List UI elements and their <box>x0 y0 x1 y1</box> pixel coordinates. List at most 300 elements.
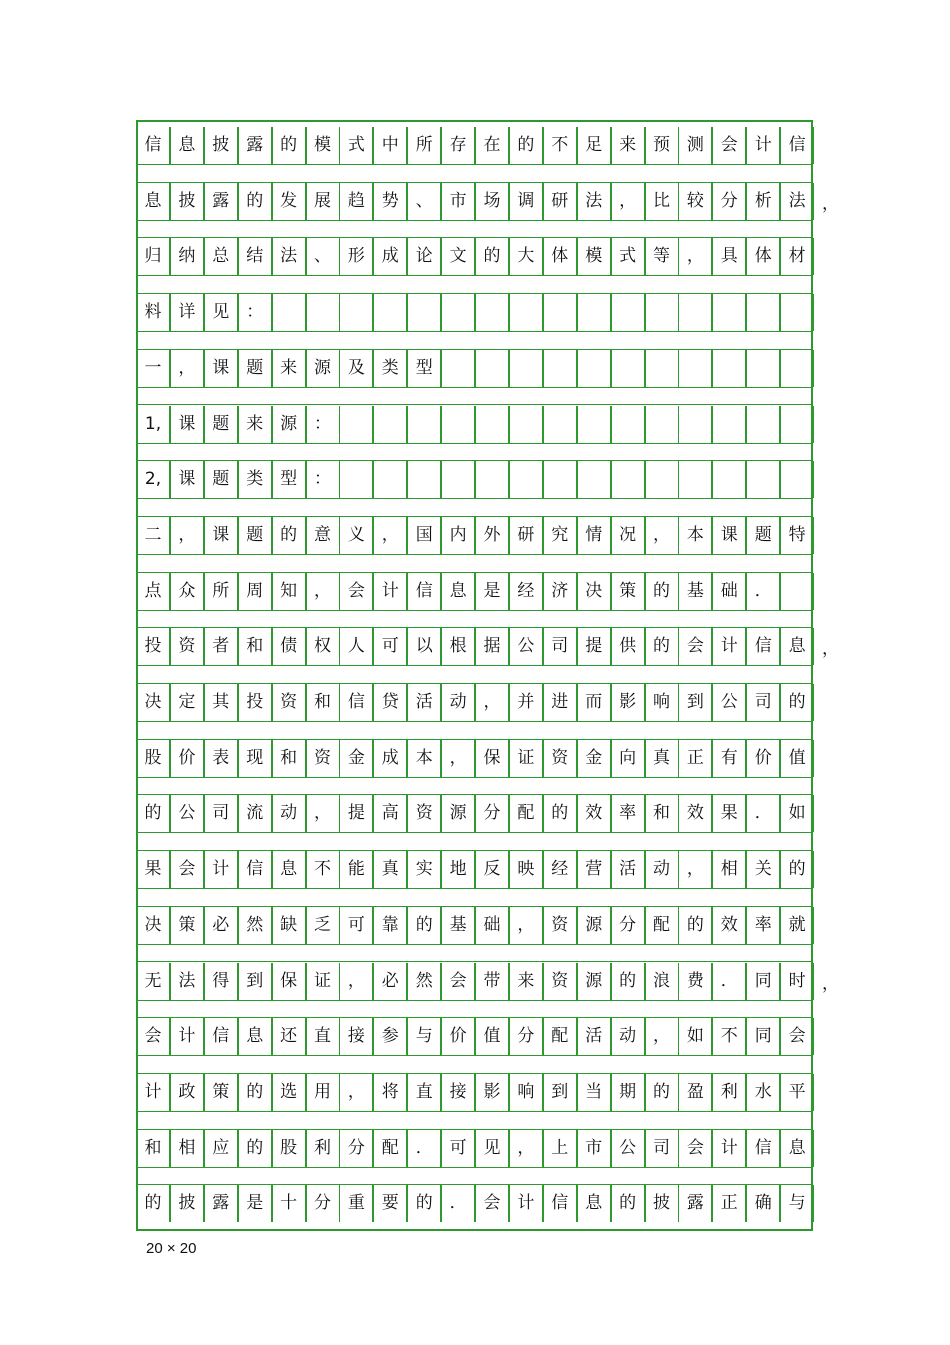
grid-cell: 公 <box>509 628 543 665</box>
grid-cell: 比 <box>645 183 679 220</box>
grid-cell: 而 <box>577 684 611 721</box>
grid-cell: 来 <box>238 406 272 443</box>
grid-cell <box>475 350 509 387</box>
grid-cell: 真 <box>645 740 679 777</box>
grid-cell: 将 <box>373 1074 407 1111</box>
grid-cell: 息 <box>780 1130 814 1167</box>
grid-cell: 供 <box>611 628 645 665</box>
grid-cell: 资 <box>543 740 577 777</box>
grid-cell: 信 <box>746 628 780 665</box>
grid-cell: 活 <box>407 684 441 721</box>
grid-cell: 影 <box>475 1074 509 1111</box>
grid-cell: 向 <box>611 740 645 777</box>
grid-cell: 正 <box>712 1185 746 1222</box>
grid-cell: 参 <box>373 1018 407 1055</box>
grid-cell: 策 <box>611 573 645 610</box>
grid-row-gap <box>136 443 813 462</box>
grid-cell: 文 <box>441 238 475 275</box>
grid-cell: 的 <box>407 1185 441 1222</box>
grid-cell <box>441 294 475 331</box>
grid-cell: 发 <box>272 183 306 220</box>
grid-cell <box>678 350 712 387</box>
grid-cell: 然 <box>407 963 441 1000</box>
grid-cell <box>543 406 577 443</box>
grid-cell: 不 <box>306 851 340 888</box>
grid-cell <box>509 461 543 498</box>
grid-cell: 与 <box>407 1018 441 1055</box>
grid-cell: 盈 <box>678 1074 712 1111</box>
grid-cell: 到 <box>543 1074 577 1111</box>
grid-row-gap <box>136 1055 813 1074</box>
grid-row-gap <box>136 1111 813 1130</box>
grid-cell: ． <box>746 573 780 610</box>
grid-cell: ， <box>306 573 340 610</box>
grid-cell: 计 <box>509 1185 543 1222</box>
grid-cell: 意 <box>306 517 340 554</box>
grid-cell: 情 <box>577 517 611 554</box>
grid-row-gap <box>136 220 813 239</box>
grid-cell: 同 <box>746 1018 780 1055</box>
grid-cell: 结 <box>238 238 272 275</box>
grid-cell <box>407 461 441 498</box>
grid-cell: 人 <box>339 628 373 665</box>
grid-cell <box>373 461 407 498</box>
grid-cell: 一 <box>136 350 170 387</box>
grid-cell: 和 <box>645 795 679 832</box>
grid-row-gap <box>136 888 813 907</box>
grid-cell <box>407 406 441 443</box>
grid-cell: ， <box>170 517 204 554</box>
grid-cell: 决 <box>136 907 170 944</box>
grid-cell: 息 <box>780 628 814 665</box>
grid-cell <box>339 294 373 331</box>
grid-cell: 的 <box>272 517 306 554</box>
grid-cell: 映 <box>509 851 543 888</box>
grid-cell: 保 <box>475 740 509 777</box>
grid-cell: 动 <box>611 1018 645 1055</box>
grid-cell: 还 <box>272 1018 306 1055</box>
grid-cell: 十 <box>272 1185 306 1222</box>
grid-cell: 策 <box>204 1074 238 1111</box>
grid-cell: 源 <box>306 350 340 387</box>
grid-cell: 类 <box>238 461 272 498</box>
grid-cell: 就 <box>780 907 814 944</box>
grid-cell: 实 <box>407 851 441 888</box>
grid-cell <box>577 406 611 443</box>
grid-cell: 不 <box>543 127 577 164</box>
grid-cell: 会 <box>441 963 475 1000</box>
grid-cell: 配 <box>373 1130 407 1167</box>
grid-row-gap <box>136 331 813 350</box>
grid-cell: 法 <box>780 183 814 220</box>
grid-cell: 相 <box>170 1130 204 1167</box>
grid-cell: ， <box>441 740 475 777</box>
grid-row-gap <box>136 777 813 796</box>
grid-cell: 分 <box>475 795 509 832</box>
grid-cell: 信 <box>136 127 170 164</box>
grid-cell: 相 <box>712 851 746 888</box>
grid-cell: 趋 <box>339 183 373 220</box>
grid-cell: 调 <box>509 183 543 220</box>
grid-cell: 信 <box>204 1018 238 1055</box>
grid-row-gap <box>136 275 813 294</box>
grid-cell: 所 <box>407 127 441 164</box>
grid-cell: ， <box>509 1130 543 1167</box>
grid-cell: 式 <box>339 127 373 164</box>
grid-cell: 证 <box>509 740 543 777</box>
grid-cell: 的 <box>509 127 543 164</box>
overflow-punctuation: ， <box>822 193 839 214</box>
grid-cell: 必 <box>204 907 238 944</box>
grid-cell <box>780 350 814 387</box>
grid-cell: ： <box>238 294 272 331</box>
grid-cell: 费 <box>678 963 712 1000</box>
grid-cell: 题 <box>746 517 780 554</box>
grid-cell: 接 <box>441 1074 475 1111</box>
grid-cell: 公 <box>712 684 746 721</box>
grid-cell: 披 <box>170 1185 204 1222</box>
grid-cell: 分 <box>611 907 645 944</box>
grid-cell <box>577 461 611 498</box>
grid-cell <box>441 406 475 443</box>
grid-cell: 的 <box>238 183 272 220</box>
grid-cell: 经 <box>509 573 543 610</box>
grid-cell: 析 <box>746 183 780 220</box>
grid-cell <box>780 573 814 610</box>
grid-cell: 能 <box>339 851 373 888</box>
grid-cell: 的 <box>678 907 712 944</box>
grid-cell: 如 <box>678 1018 712 1055</box>
grid-cell: ， <box>170 350 204 387</box>
grid-cell: 和 <box>238 628 272 665</box>
grid-cell: 提 <box>339 795 373 832</box>
grid-cell: 见 <box>204 294 238 331</box>
grid-cell: 重 <box>339 1185 373 1222</box>
grid-cell: 配 <box>645 907 679 944</box>
grid-cell <box>509 406 543 443</box>
grid-cell: 以 <box>407 628 441 665</box>
grid-cell: 时 <box>780 963 814 1000</box>
grid-cell: 靠 <box>373 907 407 944</box>
grid-cell: 的 <box>136 1185 170 1222</box>
grid-cell: 露 <box>204 1185 238 1222</box>
grid-cell: 利 <box>712 1074 746 1111</box>
grid-cell: 法 <box>170 963 204 1000</box>
grid-row-gap <box>136 610 813 629</box>
grid-cell: 归 <box>136 238 170 275</box>
grid-cell: 的 <box>645 573 679 610</box>
grid-cell <box>645 461 679 498</box>
grid-cell: 研 <box>509 517 543 554</box>
grid-cell: 源 <box>577 963 611 1000</box>
grid-cell: 息 <box>441 573 475 610</box>
grid-cell: 的 <box>645 628 679 665</box>
grid-cell <box>339 406 373 443</box>
grid-cell <box>339 461 373 498</box>
grid-cell <box>611 350 645 387</box>
grid-cell: ， <box>645 517 679 554</box>
grid-cell: 资 <box>543 907 577 944</box>
grid-cell: 司 <box>543 628 577 665</box>
grid-cell: 资 <box>170 628 204 665</box>
grid-cell: 体 <box>746 238 780 275</box>
grid-cell: 可 <box>441 1130 475 1167</box>
grid-cell: 势 <box>373 183 407 220</box>
grid-cell: 息 <box>136 183 170 220</box>
grid-cell: ， <box>678 238 712 275</box>
grid-cell: 课 <box>170 461 204 498</box>
grid-cell: 会 <box>678 1130 712 1167</box>
grid-cell: 信 <box>407 573 441 610</box>
grid-cell: 的 <box>645 1074 679 1111</box>
grid-cell: 响 <box>645 684 679 721</box>
grid-cell: 分 <box>306 1185 340 1222</box>
grid-row-gap <box>136 1000 813 1019</box>
grid-cell <box>712 461 746 498</box>
grid-cell: 信 <box>746 1130 780 1167</box>
grid-cell: 会 <box>712 127 746 164</box>
grid-cell: ． <box>407 1130 441 1167</box>
grid-cell: 题 <box>238 350 272 387</box>
grid-cell: 知 <box>272 573 306 610</box>
grid-cell <box>543 294 577 331</box>
grid-cell: 得 <box>204 963 238 1000</box>
grid-cell: 到 <box>238 963 272 1000</box>
grid-cell: 据 <box>475 628 509 665</box>
grid-cell <box>509 294 543 331</box>
grid-cell: 活 <box>611 851 645 888</box>
grid-cell <box>441 350 475 387</box>
grid-cell: ， <box>509 907 543 944</box>
grid-cell: 型 <box>272 461 306 498</box>
grid-cell: 披 <box>204 127 238 164</box>
grid-cell: 市 <box>577 1130 611 1167</box>
grid-cell: 题 <box>204 461 238 498</box>
grid-cell: 露 <box>678 1185 712 1222</box>
grid-cell: 点 <box>136 573 170 610</box>
grid-cell: 会 <box>136 1018 170 1055</box>
grid-cell: ， <box>475 684 509 721</box>
grid-cell: 动 <box>272 795 306 832</box>
grid-cell: 提 <box>577 628 611 665</box>
grid-cell: 价 <box>441 1018 475 1055</box>
grid-cell: 础 <box>712 573 746 610</box>
grid-row-gap <box>136 944 813 963</box>
grid-cell: 基 <box>678 573 712 610</box>
grid-cell: 同 <box>746 963 780 1000</box>
grid-cell: 预 <box>645 127 679 164</box>
grid-cell <box>475 406 509 443</box>
grid-cell: 证 <box>306 963 340 1000</box>
grid-cell: 其 <box>204 684 238 721</box>
grid-cell <box>712 350 746 387</box>
overflow-punctuation: ， <box>822 973 839 994</box>
grid-cell: ， <box>306 795 340 832</box>
grid-cell: 地 <box>441 851 475 888</box>
grid-cell: 和 <box>136 1130 170 1167</box>
grid-cell: 浪 <box>645 963 679 1000</box>
grid-cell: 模 <box>577 238 611 275</box>
grid-cell: ． <box>441 1185 475 1222</box>
grid-cell: 材 <box>780 238 814 275</box>
grid-cell <box>645 294 679 331</box>
grid-cell: 会 <box>475 1185 509 1222</box>
grid-cell: 众 <box>170 573 204 610</box>
grid-cell: 真 <box>373 851 407 888</box>
grid-cell: 到 <box>678 684 712 721</box>
grid-cell: 公 <box>611 1130 645 1167</box>
grid-cell: 政 <box>170 1074 204 1111</box>
grid-cell: 有 <box>712 740 746 777</box>
grid-cell <box>373 406 407 443</box>
grid-cell <box>712 406 746 443</box>
grid-cell: 二 <box>136 517 170 554</box>
grid-cell: 果 <box>712 795 746 832</box>
grid-cell: 动 <box>441 684 475 721</box>
grid-cell <box>746 461 780 498</box>
grid-cell: 可 <box>373 628 407 665</box>
grid-cell <box>611 406 645 443</box>
grid-cell <box>577 350 611 387</box>
grid-cell: 期 <box>611 1074 645 1111</box>
grid-cell: 等 <box>645 238 679 275</box>
grid-cell: 应 <box>204 1130 238 1167</box>
grid-cell: ， <box>339 963 373 1000</box>
grid-cell: 内 <box>441 517 475 554</box>
grid-cell: 果 <box>136 851 170 888</box>
grid-cell: 动 <box>645 851 679 888</box>
grid-cell: 外 <box>475 517 509 554</box>
grid-cell <box>272 294 306 331</box>
grid-cell: 值 <box>780 740 814 777</box>
grid-cell: 缺 <box>272 907 306 944</box>
grid-cell: 价 <box>170 740 204 777</box>
grid-cell: 息 <box>238 1018 272 1055</box>
grid-cell: 率 <box>611 795 645 832</box>
grid-cell: 源 <box>272 406 306 443</box>
grid-cell: 率 <box>746 907 780 944</box>
grid-cell: 场 <box>475 183 509 220</box>
grid-cell: 法 <box>272 238 306 275</box>
grid-cell: 研 <box>543 183 577 220</box>
grid-cell: 题 <box>238 517 272 554</box>
grid-cell: 经 <box>543 851 577 888</box>
grid-cell <box>746 350 780 387</box>
grid-cell: 较 <box>678 183 712 220</box>
grid-cell: 配 <box>543 1018 577 1055</box>
grid-cell: 分 <box>509 1018 543 1055</box>
grid-cell: 现 <box>238 740 272 777</box>
grid-cell: 平 <box>780 1074 814 1111</box>
grid-cell: 存 <box>441 127 475 164</box>
grid-cell: 水 <box>746 1074 780 1111</box>
grid-cell: 公 <box>170 795 204 832</box>
grid-row-gap <box>136 721 813 740</box>
grid-cell: 测 <box>678 127 712 164</box>
grid-cell: 直 <box>407 1074 441 1111</box>
grid-cell: ： <box>306 406 340 443</box>
grid-cell: 露 <box>204 183 238 220</box>
grid-cell: 效 <box>678 795 712 832</box>
grid-cell: 必 <box>373 963 407 1000</box>
grid-cell: 权 <box>306 628 340 665</box>
grid-cell: 资 <box>543 963 577 1000</box>
grid-cell: 影 <box>611 684 645 721</box>
grid-cell: 课 <box>712 517 746 554</box>
grid-cell: 计 <box>712 1130 746 1167</box>
grid-cell: 分 <box>712 183 746 220</box>
grid-cell: 会 <box>780 1018 814 1055</box>
grid-cell: 股 <box>136 740 170 777</box>
grid-cell: 当 <box>577 1074 611 1111</box>
grid-cell: 高 <box>373 795 407 832</box>
grid-cell: 定 <box>170 684 204 721</box>
overflow-punctuation: ， <box>822 639 839 660</box>
grid-cell: 是 <box>475 573 509 610</box>
grid-cell: 会 <box>170 851 204 888</box>
grid-cell <box>678 461 712 498</box>
grid-cell: 披 <box>170 183 204 220</box>
grid-cell: 价 <box>746 740 780 777</box>
grid-cell: 成 <box>373 238 407 275</box>
grid-size-label: 20 × 20 <box>146 1240 197 1257</box>
grid-cell: 本 <box>678 517 712 554</box>
grid-cell: 在 <box>475 127 509 164</box>
grid-cell: 大 <box>509 238 543 275</box>
grid-cell: 的 <box>238 1130 272 1167</box>
grid-cell: 足 <box>577 127 611 164</box>
grid-cell: 论 <box>407 238 441 275</box>
grid-cell: 及 <box>339 350 373 387</box>
grid-cell: 响 <box>509 1074 543 1111</box>
grid-cell: 课 <box>204 350 238 387</box>
grid-cell: 关 <box>746 851 780 888</box>
grid-cell: 、 <box>407 183 441 220</box>
grid-cell: 如 <box>780 795 814 832</box>
grid-cell: 的 <box>475 238 509 275</box>
grid-row-gap <box>136 387 813 406</box>
grid-cell: 的 <box>272 127 306 164</box>
grid-cell: 的 <box>238 1074 272 1111</box>
grid-cell: 的 <box>780 684 814 721</box>
grid-cell: 形 <box>339 238 373 275</box>
grid-cell: 营 <box>577 851 611 888</box>
grid-cell <box>407 294 441 331</box>
grid-cell <box>509 350 543 387</box>
grid-cell: 然 <box>238 907 272 944</box>
grid-cell: 无 <box>136 963 170 1000</box>
grid-cell <box>746 294 780 331</box>
grid-cell <box>746 406 780 443</box>
grid-cell: 料 <box>136 294 170 331</box>
grid-cell: 值 <box>475 1018 509 1055</box>
grid-cell: 资 <box>306 740 340 777</box>
grid-cell <box>678 294 712 331</box>
grid-cell <box>543 461 577 498</box>
grid-cell: 是 <box>238 1185 272 1222</box>
grid-cell: 课 <box>204 517 238 554</box>
grid-cell: ， <box>611 183 645 220</box>
grid-cell <box>611 461 645 498</box>
grid-cell <box>780 406 814 443</box>
grid-cell: 体 <box>543 238 577 275</box>
grid-cell: 乏 <box>306 907 340 944</box>
grid-cell: 司 <box>204 795 238 832</box>
grid-cell: 金 <box>339 740 373 777</box>
grid-cell: 来 <box>611 127 645 164</box>
grid-cell: 和 <box>306 684 340 721</box>
grid-cell: 展 <box>306 183 340 220</box>
